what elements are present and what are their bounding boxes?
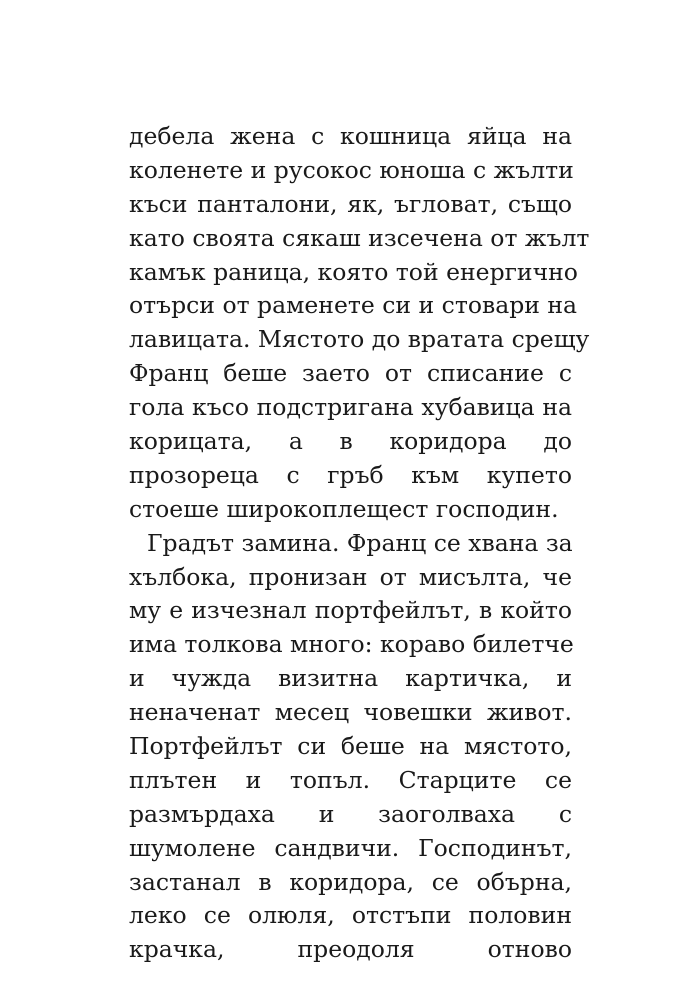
- text-line: гола късо подстригана хубавица на: [129, 393, 572, 422]
- text-line: крачка, преодоля отново: [129, 935, 572, 964]
- text-line: Градът замина. Франц се хвана за: [147, 528, 573, 557]
- paragraph-1: [129, 120, 590, 527]
- text-line: дебела жена с кошница яйца на: [129, 122, 572, 150]
- text-line: камък раница, която той енергично: [129, 257, 578, 286]
- paragraph-2: [129, 527, 572, 968]
- text-line: плътен и топъл. Старците се: [129, 765, 572, 794]
- text-line: размърдаха и заоголваха с: [129, 799, 572, 828]
- text-line: къси панталони, як, ъгловат, също: [129, 189, 572, 218]
- text-line: прозореца с гръб към купето: [129, 460, 572, 489]
- text-line: като своята сякаш изсечена от жълт: [129, 223, 590, 252]
- text-line: леко се олюля, отстъпи половин: [129, 901, 572, 930]
- body-text: [129, 120, 590, 967]
- text-line: му е изчезнал портфейлът, в който: [129, 596, 572, 625]
- text-line: Франц беше заето от списание с: [129, 359, 572, 388]
- text-line: застанал в коридора, се обърна,: [129, 867, 572, 896]
- text-line: отърси от раменете си и стовари на: [129, 291, 578, 320]
- text-line: и чужда визитна картичка, и: [129, 664, 572, 693]
- text-line: шумолене сандвичи. Господинът,: [129, 833, 572, 862]
- text-line: хълбока, пронизан от мисълта, че: [129, 562, 572, 591]
- text-line: стоеше широкоплещест господин.: [129, 494, 559, 523]
- text-line: неначенат месец човешки живот.: [129, 698, 572, 727]
- text-line: лавицата. Мястото до вратата срещу: [129, 325, 590, 354]
- text-line: корицата, а в коридора до: [129, 427, 572, 456]
- text-line: Портфейлът си беше на мястото,: [129, 732, 572, 761]
- text-line: има толкова много: кораво билетче: [129, 630, 574, 659]
- text-line: коленете и русокос юноша с жълти: [129, 155, 574, 184]
